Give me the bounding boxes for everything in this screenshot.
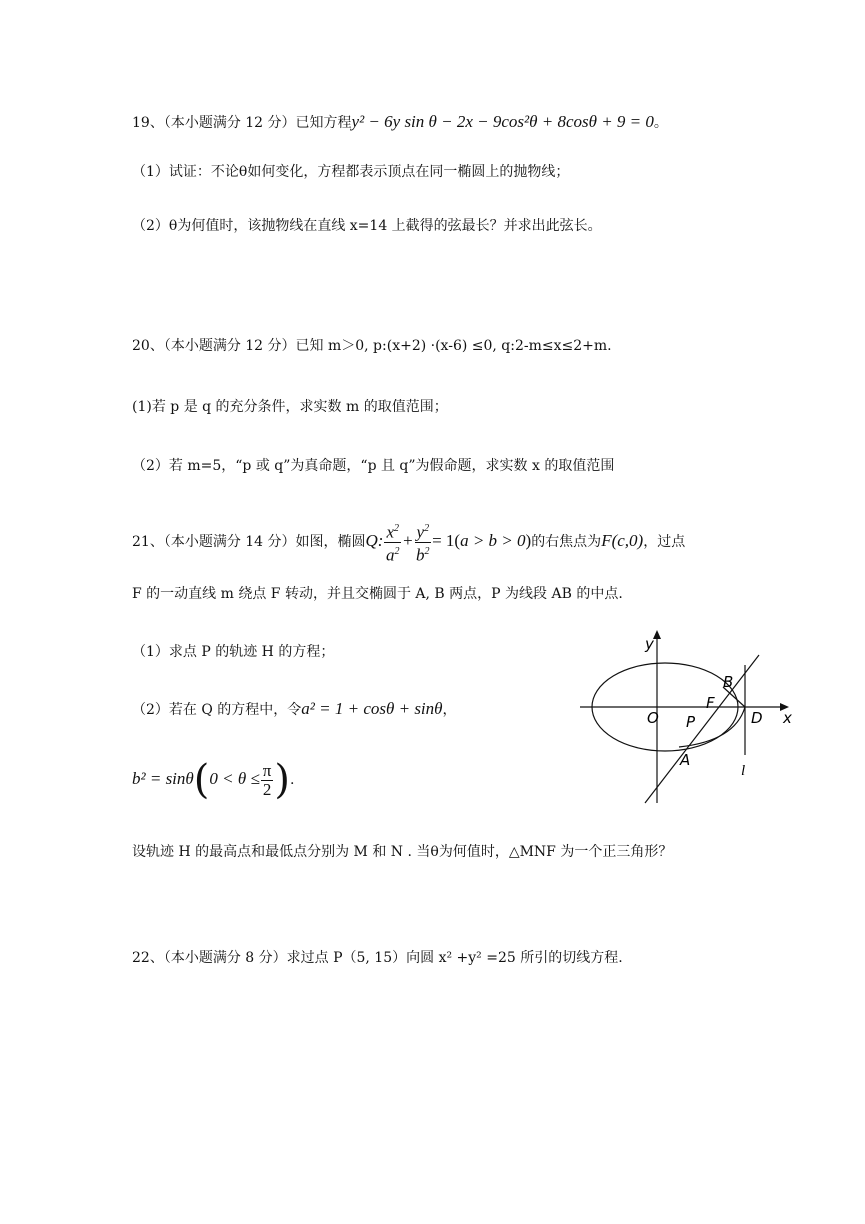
label-f: F	[706, 694, 715, 712]
q21-focus: F(c,0)	[601, 531, 644, 551]
q21-header-end: ，过点	[643, 534, 686, 551]
q21-two: 2	[262, 779, 272, 799]
q21-line2: F 的一动直线 m 绕点 F 转动，并且交椭圆于 A, B 两点，P 为线段 AB 的中点.	[132, 586, 623, 602]
q22-header: 22、（本小题满分 8 分）求过点 P（5, 15）向圆 x² +y² =25 所引的切线方程.	[132, 950, 623, 966]
q19-header-text: 19、（本小题满分 12 分）已知方程	[132, 115, 352, 131]
q20-header: 20、（本小题满分 12 分）已知 m＞0, p:(x+2) ·(x-6) ≤0, q:2-m≤x≤2+m.	[132, 338, 612, 354]
q21-b-range: 0 < θ ≤	[209, 769, 260, 788]
q21-pi: π	[262, 760, 272, 780]
label-x: x	[783, 709, 792, 727]
y-arrow-icon	[653, 630, 661, 639]
q21-part2-end: ，	[442, 702, 457, 718]
q21-header-post: 的右焦点为	[531, 534, 602, 551]
q19-end: 。	[653, 115, 668, 131]
q21-header	[132, 520, 685, 564]
q21-b-eq-line: b² = sinθ(0 < θ ≤ $\frac{\pi}{2}$ ).	[132, 757, 295, 803]
q21-figure	[575, 625, 805, 810]
label-l: l	[741, 763, 746, 779]
q21-part2	[132, 699, 457, 720]
label-p: P	[686, 713, 696, 731]
q19-part1: （1）试证：不论θ如何变化，方程都表示顶点在同一椭圆上的抛物线；	[132, 164, 570, 180]
q21-part1: （1）求点 P 的轨迹 H 的方程；	[132, 644, 335, 660]
q19-part2: （2）θ为何值时，该抛物线在直线 x=14 上截得的弦最长？并求出此弦长。	[132, 218, 602, 234]
q21-b-eq: b² = sinθ	[132, 769, 194, 788]
label-o: O	[647, 709, 659, 727]
q21-part2-eq: a² = 1 + cosθ + sinθ	[301, 699, 443, 718]
q20-part1: (1)若 p 是 q 的充分条件，求实数 m 的取值范围；	[132, 399, 448, 415]
label-d: D	[751, 709, 763, 727]
q19-equation: y² − 6y sin θ − 2x − 9cos²θ + 8cosθ + 9 = 0	[351, 112, 654, 131]
label-b: B	[723, 673, 734, 691]
label-y: y	[645, 635, 654, 653]
q21-header-pre: 21、（本小题满分 14 分）如图，椭圆	[132, 534, 366, 551]
q20-part2: （2）若 m=5，“p 或 q”为真命题，“p 且 q”为假命题，求实数 x 的取值范围	[132, 458, 615, 474]
label-a: A	[680, 751, 691, 769]
q21-part2-pre: （2）若在 Q 的方程中，令	[132, 702, 302, 718]
q19-header	[132, 112, 668, 133]
q21-final: 设轨迹 H 的最高点和最低点分别为 M 和 N . 当θ为何值时，△MNF 为一个正三角形？	[132, 844, 673, 860]
line-m	[645, 655, 759, 803]
q21-ellipse-eq: Q: $\frac{x^2}{a^2}$ + $\frac{y^2}{b^2}$ = 1(a > b > 0)	[366, 531, 532, 550]
